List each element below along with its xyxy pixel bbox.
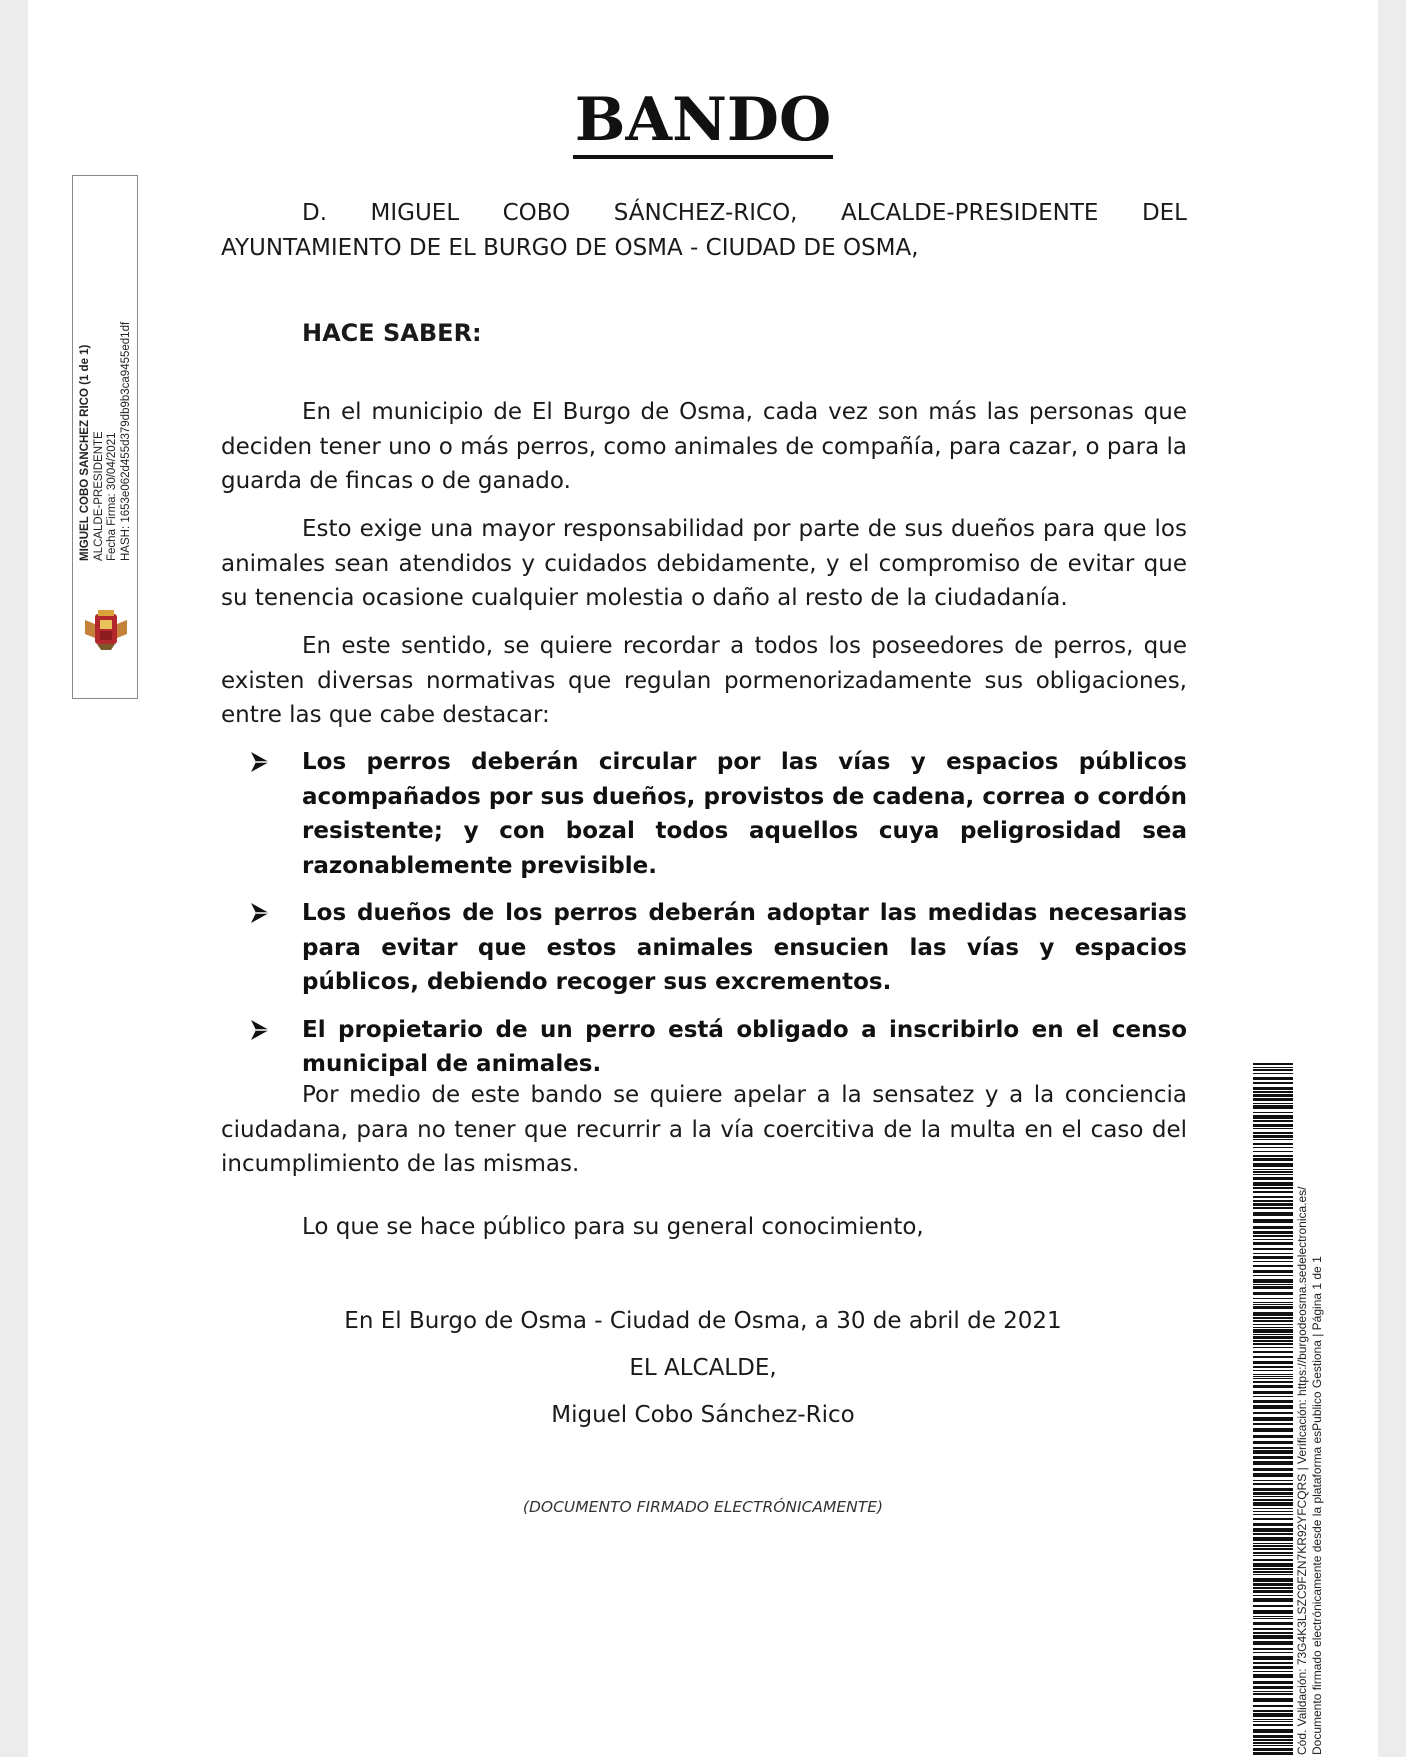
paragraph: Esto exige una mayor responsabilidad por parte de sus dueños para que los animales sean atendidos y cuidados debidamente, y el compromiso de evitar que su tenencia ocasione cualquier molestia o daño al resto de la ciudadanía. (221, 516, 1187, 611)
verification-text (1295, 1065, 1325, 1755)
document-page (28, 0, 1378, 1757)
signature-date: Fecha Firma: 30/04/2021 (106, 432, 118, 561)
paragraph: Por medio de este bando se quiere apelar a la sensatez y a la conciencia ciudadana, para no tener que recurrir a la vía coercitiva de la multa en el caso del incumplimiento de las mismas. (221, 1082, 1187, 1177)
signer-name: MIGUEL COBO SANCHEZ RICO (1 de 1) (79, 344, 91, 561)
paragraph: En este sentido, se quiere recordar a todos los poseedores de perros, que existen diversas normativas que regulan pormenorizadamente sus obligaciones, entre las que cabe destacar: (221, 633, 1187, 728)
intro-paragraph: D. MIGUEL COBO SÁNCHEZ-RICO, ALCALDE-PRESIDENTE DEL AYUNTAMIENTO DE EL BURGO DE OSMA - CIUDAD DE OSMA, (221, 200, 1187, 261)
arrowhead-bullet-icon (249, 900, 271, 926)
verification-platform: Documento firmado electrónicamente desde la plataforma esPublico Gestiona | Página 1 de 1 (1310, 1256, 1324, 1755)
barcode-icon (1253, 1063, 1293, 1757)
list-item-text: Los perros deberán circular por las vías y espacios públicos acompañados por sus dueños, provistos de cadena, correa o cordón resistente; y con bozal todos aquellos cuya peligrosidad sea razonablemente previsible. (302, 749, 1187, 879)
paragraph: En el municipio de El Burgo de Osma, cada vez son más las personas que deciden tener uno o más perros, como animales de compañía, para cazar, o para la guarda de fincas o de ganado. (221, 399, 1187, 494)
signature-stamp (72, 175, 138, 699)
verification-code: Cód. Validación: 73G4K3LSZC9FZN7KR92YFCQRS | Verificación: https://burgodeosma.sedelectronica.es/ (1295, 1186, 1309, 1755)
arrowhead-bullet-icon (249, 1017, 271, 1043)
signature-name: Miguel Cobo Sánchez-Rico (551, 1402, 855, 1428)
list-item-text: Los dueños de los perros deberán adoptar las medidas necesarias para evitar que estos animales ensucien las vías y espacios públicos, debiendo recoger sus excrementos. (302, 900, 1187, 995)
signature-details (79, 261, 133, 561)
signer-role: ALCALDE-PRESIDENTE (92, 431, 105, 561)
arrowhead-bullet-icon (249, 749, 271, 775)
signature-role: EL ALCALDE, (629, 1355, 777, 1381)
electronic-signature-note: (DOCUMENTO FIRMADO ELECTRÓNICAMENTE) (522, 1498, 884, 1516)
document-title: BANDO (28, 80, 1378, 160)
list-item (221, 745, 1187, 883)
section-heading: HACE SABER: (302, 319, 482, 347)
obligations-list (221, 745, 1187, 1095)
paragraph: Lo que se hace público para su general conocimiento, (302, 1214, 924, 1240)
crest-icon (81, 608, 131, 652)
list-item-text: El propietario de un perro está obligado a inscribirlo en el censo municipal de animales. (302, 1016, 1187, 1077)
signature-place-date: En El Burgo de Osma - Ciudad de Osma, a 30 de abril de 2021 (344, 1308, 1062, 1334)
signature-hash: HASH: 1653e062d455d379db9b3ca9455ed1df (119, 321, 132, 561)
list-item (221, 1013, 1187, 1082)
list-item (221, 896, 1187, 1000)
verification-barcode-area (1253, 1063, 1373, 1757)
